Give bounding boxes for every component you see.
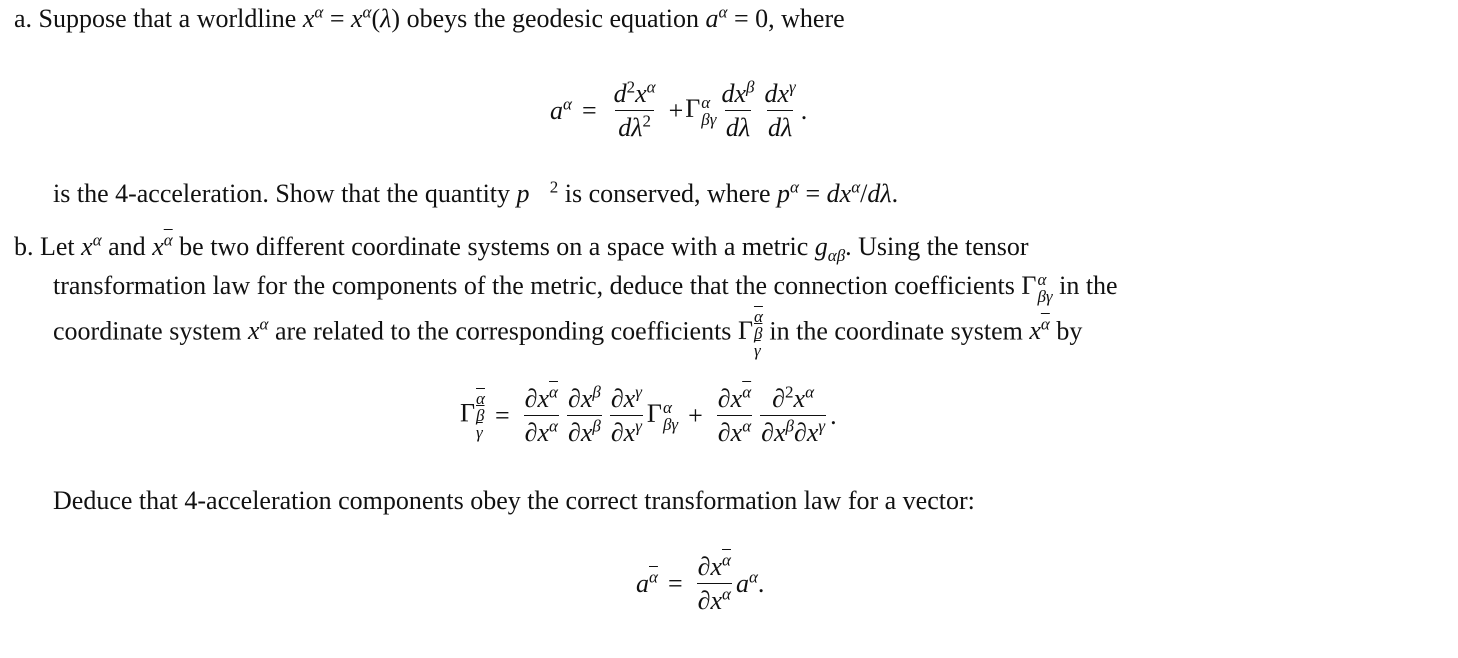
part-b-line-3: coordinate system $x^\alpha$ are related to the corresponding coefficients Γ $\overline{\alpha}$ $\overline{\beta}$ $\overline{\gamma}$ in the coordinate system $x^{\overline{\alpha}}$ by	[53, 307, 1083, 360]
math-metric: $g_{\alpha\beta}$	[814, 232, 846, 266]
math-x-alpha: $x^\alpha$	[81, 230, 102, 261]
part-b-label: b.	[14, 232, 34, 261]
math-p-squared: p⃗$^2$	[516, 177, 559, 208]
math-gamma-unbarred: Γ α βγ	[1021, 270, 1053, 306]
eq1-period: .	[800, 95, 808, 125]
part-a-where: , where	[768, 4, 845, 33]
part-b-line-2: transformation law for the components of the metric, deduce that the connection coefficients Γ α βγ in the	[53, 270, 1118, 306]
eq1-frac-beta: $\frac{dx^\beta}{d\lambda}$	[721, 77, 755, 143]
equation-acceleration	[550, 77, 808, 143]
math-p-definition: $p^\alpha = dx^\alpha/d\lambda$	[777, 177, 892, 208]
math-geodesic-condition: $a^\alpha = 0$	[705, 2, 769, 33]
part-b-deduce: Deduce that 4-acceleration components obey the correct transformation law for a vector:	[53, 486, 975, 515]
part-a-line-1	[14, 2, 845, 33]
part-a-line-2: is the 4-acceleration. Show that the quantity p⃗$^2$ is conserved, where $p^\alpha = dx^\alpha/d\lambda$.	[53, 177, 899, 208]
equation-vector-transform: $a^{\overline{\alpha}}$ = $\frac{\partial x^{\overline{\alpha}}}{\partial x^\alpha}$ $a^\alpha$ .	[636, 550, 765, 616]
eq2-lhs: Γ $\overline{\alpha}$ $\overline{\beta}$ $\overline{\gamma}$	[460, 389, 485, 443]
equation-connection-transform: Γ $\overline{\alpha}$ $\overline{\beta}$ $\overline{\gamma}$ = $\frac{\partial x^{\overline{\alpha}}}{\partial x^\alpha}$ $\frac{\partial x^\beta}{\partial x^{\overline{\beta}}}$ $\frac{\partial x^\gamma}{\partial x^{\overline{\gamma}}}$ Γ α βγ + $\frac{\partial x^{\overline{\alpha}}}{\partial x^\alpha}$ $\frac{\partial^2x^\alpha}{\partial x^{\overline{\beta}}\partial x^{\overline{\gamma}}}$ .	[460, 382, 837, 448]
part-b-line-1: b. Let $x^\alpha$ and $x^{\overline{\alpha}}$ be two different coordinate systems on a space with a metric $g_{\alpha\beta}$. Using the tensor	[14, 230, 1029, 266]
math-gamma-barred: Γ $\overline{\alpha}$ $\overline{\beta}$ $\overline{\gamma}$	[737, 307, 763, 360]
eq1-gamma: Γ α βγ	[685, 92, 717, 129]
eq2-plus: +	[688, 400, 703, 430]
part-a-label: a.	[14, 4, 33, 33]
eq1-plus: +	[668, 95, 684, 125]
part-a-intro: Suppose that a worldline	[38, 4, 297, 33]
part-a-obeys: obeys the geodesic equation	[406, 4, 700, 33]
math-worldline: $x^\alpha = x^\alpha(\lambda)$	[302, 2, 401, 33]
eq1-frac-gamma: $\frac{dx^\gamma}{d\lambda}$	[764, 77, 796, 143]
math-x-alpha-bar: $x^{\overline{\alpha}}$	[152, 230, 173, 261]
part-a-is-text: is the 4-acceleration. Show that the quantity	[53, 179, 511, 208]
eq1-equals: =	[581, 95, 597, 125]
eq2-equals: =	[494, 400, 510, 430]
eq1-lhs: $a^\alpha$	[550, 94, 572, 125]
part-a-conserved: is conserved, where	[564, 179, 771, 208]
eq1-frac-second-derivative: $\frac{d^2x^\alpha}{d\lambda^2}$	[613, 77, 656, 143]
